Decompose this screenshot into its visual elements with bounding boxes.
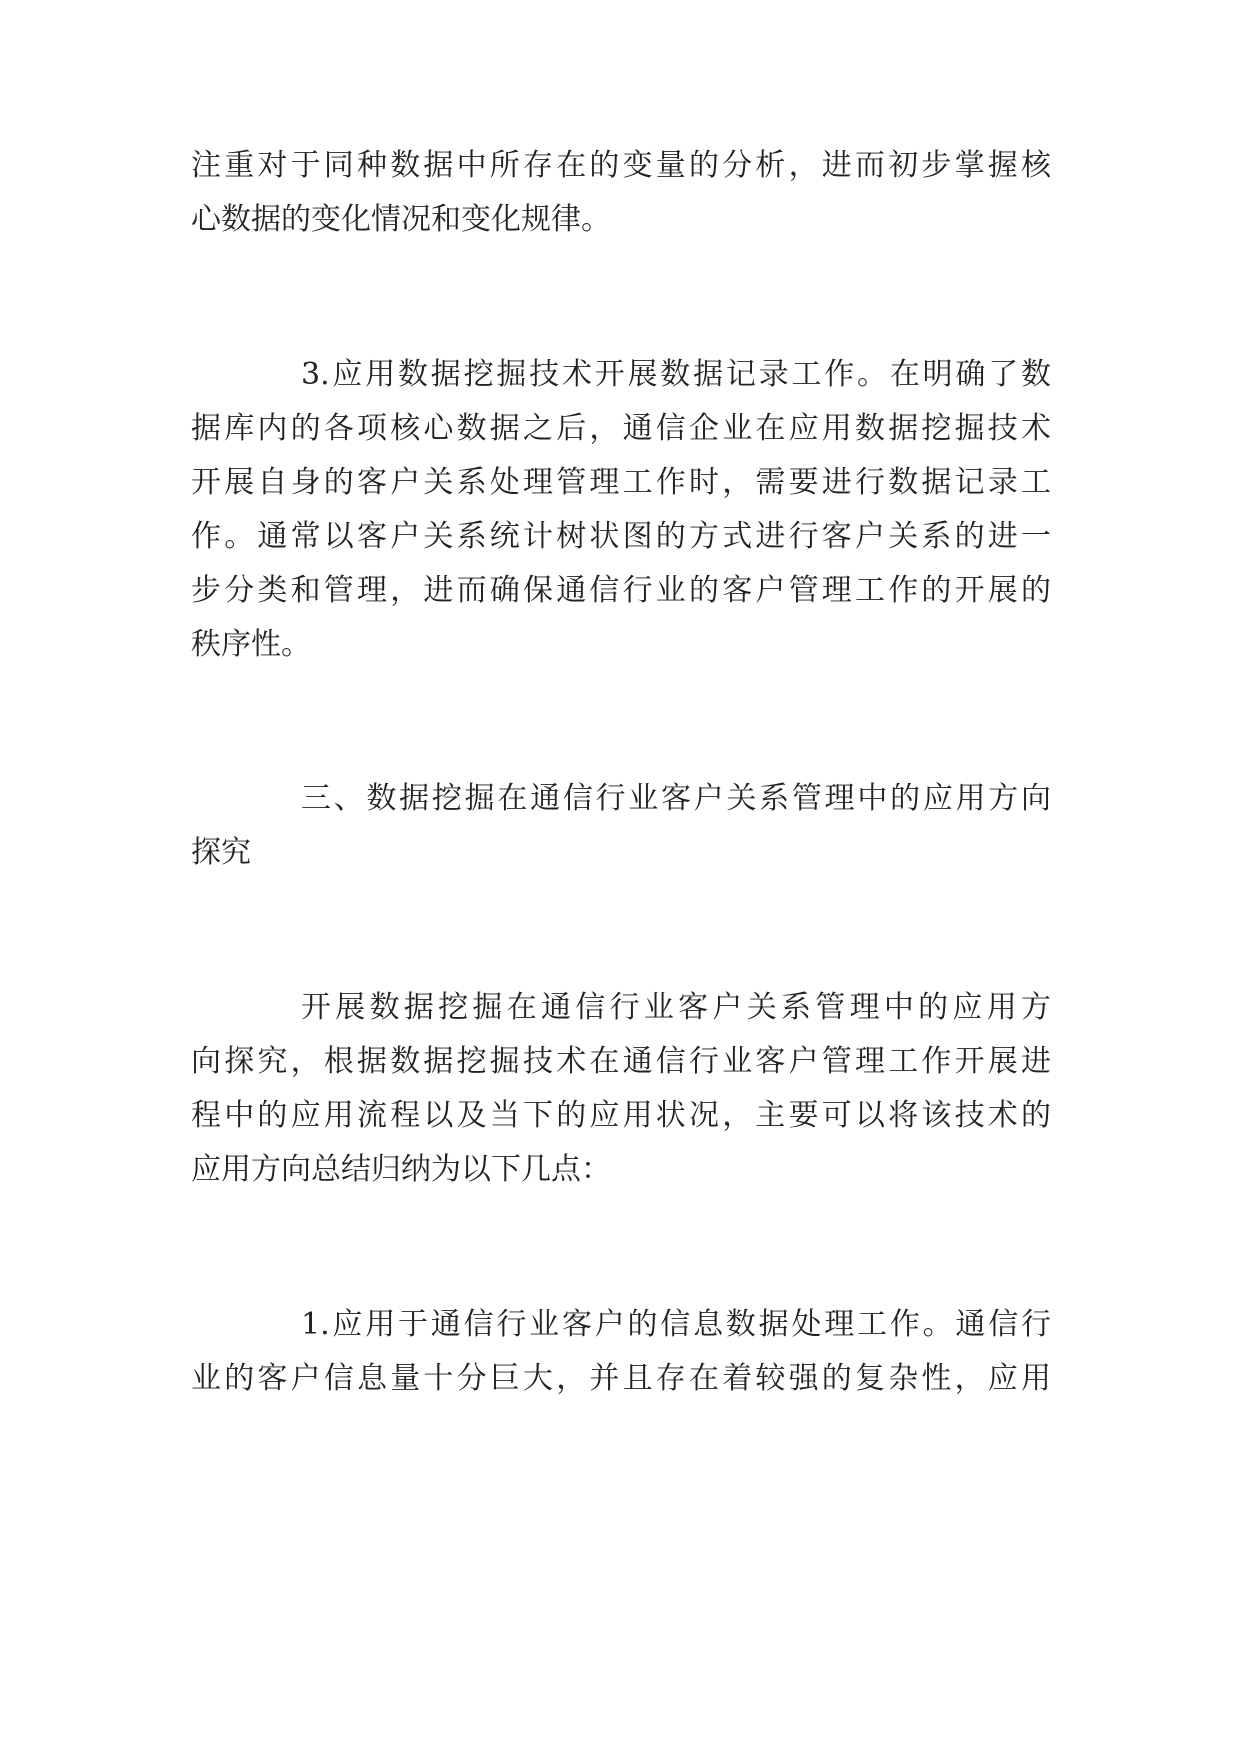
paragraph-line: 开展自身的客户关系处理管理工作时，需要进行数据记录工 bbox=[191, 465, 1051, 500]
paragraph-line: 应用方向总结归纳为以下几点： bbox=[191, 1152, 611, 1187]
paragraph-line: 业的客户信息量十分巨大，并且存在着较强的复杂性，应用 bbox=[191, 1361, 1051, 1396]
paragraph-line: 注重对于同种数据中所存在的变量的分析，进而初步掌握核 bbox=[191, 148, 1051, 183]
paragraph-line: 秩序性。 bbox=[191, 627, 311, 662]
paragraph-line: 据库内的各项核心数据之后，通信企业在应用数据挖掘技术 bbox=[191, 411, 1051, 446]
paragraph-line: 心数据的变化情况和变化规律。 bbox=[191, 202, 611, 237]
paragraph-line: 3.应用数据挖掘技术开展数据记录工作。在明确了数 bbox=[301, 357, 1051, 392]
paragraph-line: 作。通常以客户关系统计树状图的方式进行客户关系的进一 bbox=[191, 519, 1051, 554]
paragraph-line: 程中的应用流程以及当下的应用状况，主要可以将该技术的 bbox=[191, 1098, 1051, 1133]
section-heading: 三、数据挖掘在通信行业客户关系管理中的应用方向 bbox=[301, 781, 1051, 816]
paragraph-line: 步分类和管理，进而确保通信行业的客户管理工作的开展的 bbox=[191, 573, 1051, 608]
paragraph-line: 向探究，根据数据挖掘技术在通信行业客户管理工作开展进 bbox=[191, 1044, 1051, 1079]
paragraph-line: 开展数据挖掘在通信行业客户关系管理中的应用方 bbox=[301, 990, 1051, 1025]
section-heading-continuation: 探究 bbox=[191, 835, 251, 870]
paragraph-line: 1.应用于通信行业客户的信息数据处理工作。通信行 bbox=[301, 1307, 1051, 1342]
